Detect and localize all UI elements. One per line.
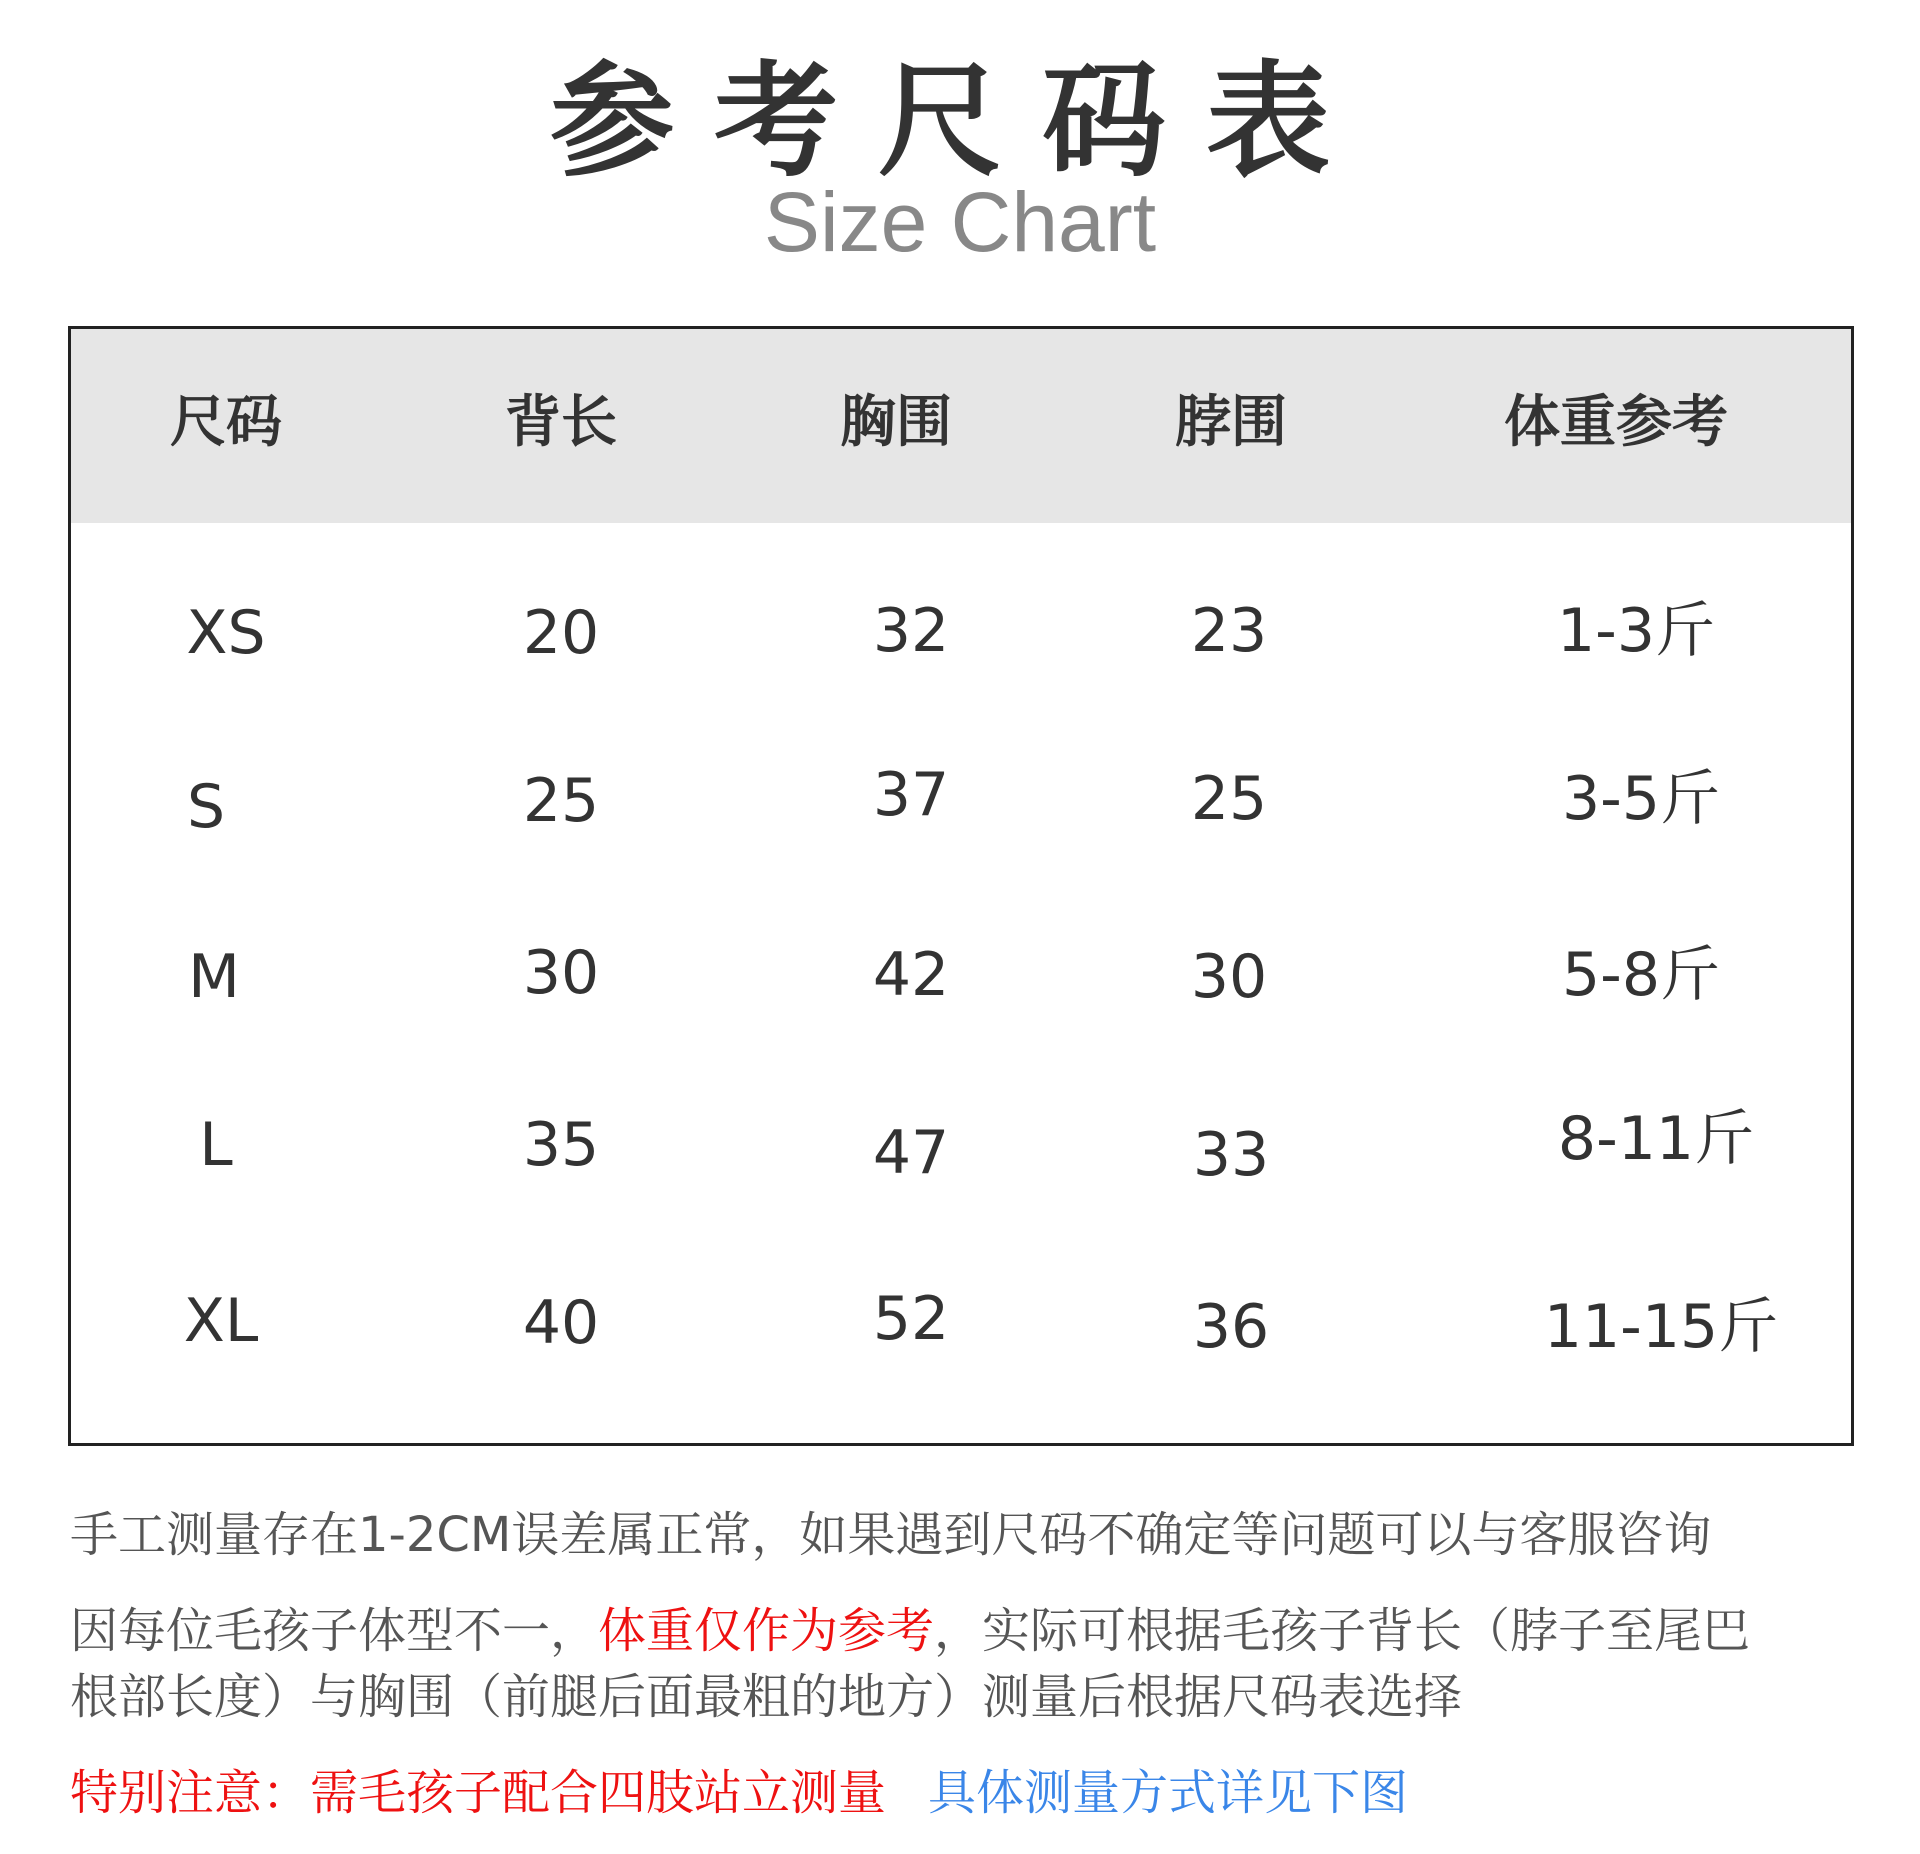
header-chest: 胸围: [840, 390, 952, 455]
attention-see-below: 具体测量方式详见下图: [928, 1765, 1409, 1821]
cell-chest: 47: [872, 1118, 950, 1188]
cell-neck: 33: [1192, 1120, 1270, 1190]
note-weight-highlight: 体重仅作为参考: [598, 1603, 935, 1659]
cell-weight: 3-5斤: [1562, 764, 1720, 834]
cell-size: S: [186, 772, 226, 842]
attention-warning: 特别注意：需毛孩子配合四肢站立测量: [70, 1765, 887, 1821]
cell-weight: 11-15斤: [1543, 1292, 1779, 1362]
header-neck: 脖围: [1175, 390, 1287, 455]
note-measurement-method: 根部长度）与胸围（前腿后面最粗的地方）测量后根据尺码表选择: [70, 1669, 1463, 1725]
cell-neck: 30: [1190, 942, 1268, 1012]
cell-chest: 32: [872, 596, 950, 666]
cell-size: XL: [183, 1286, 259, 1356]
note-weight-prefix: 因每位毛孩子体型不一，: [70, 1603, 599, 1659]
cell-weight: 5-8斤: [1562, 940, 1720, 1010]
cell-neck: 23: [1190, 596, 1268, 666]
note-weight-suffix: ，实际可根据毛孩子背长（脖子至尾巴: [934, 1603, 1751, 1659]
cell-chest: 52: [872, 1284, 950, 1354]
cell-size: XS: [186, 598, 266, 668]
cell-weight: 1-3斤: [1557, 596, 1715, 666]
page-title: 参考尺码表: [549, 50, 1370, 194]
table-header-row: [71, 329, 1851, 523]
note-weight-reference: [70, 1598, 1750, 1664]
cell-back-length: 40: [522, 1288, 600, 1358]
cell-back-length: 30: [522, 938, 600, 1008]
cell-neck: 36: [1192, 1292, 1270, 1362]
cell-back-length: 20: [522, 598, 600, 668]
cell-back-length: 25: [522, 766, 600, 836]
cell-size: L: [199, 1110, 233, 1180]
cell-size: M: [188, 942, 240, 1012]
cell-weight: 8-11斤: [1557, 1104, 1755, 1174]
note-measurement-error: 手工测量存在1-2CM误差属正常，如果遇到尺码不确定等问题可以与客服咨询: [70, 1507, 1712, 1563]
cell-chest: 37: [872, 760, 950, 830]
size-table: [68, 326, 1854, 1446]
header-back-length: 背长: [505, 390, 617, 455]
header-size: 尺码: [170, 390, 282, 455]
header-weight: 体重参考: [1504, 390, 1728, 455]
cell-neck: 25: [1190, 764, 1268, 834]
cell-back-length: 35: [522, 1110, 600, 1180]
cell-chest: 42: [872, 940, 950, 1010]
note-attention: [70, 1760, 1408, 1826]
page-subtitle: Size Chart: [763, 175, 1157, 269]
